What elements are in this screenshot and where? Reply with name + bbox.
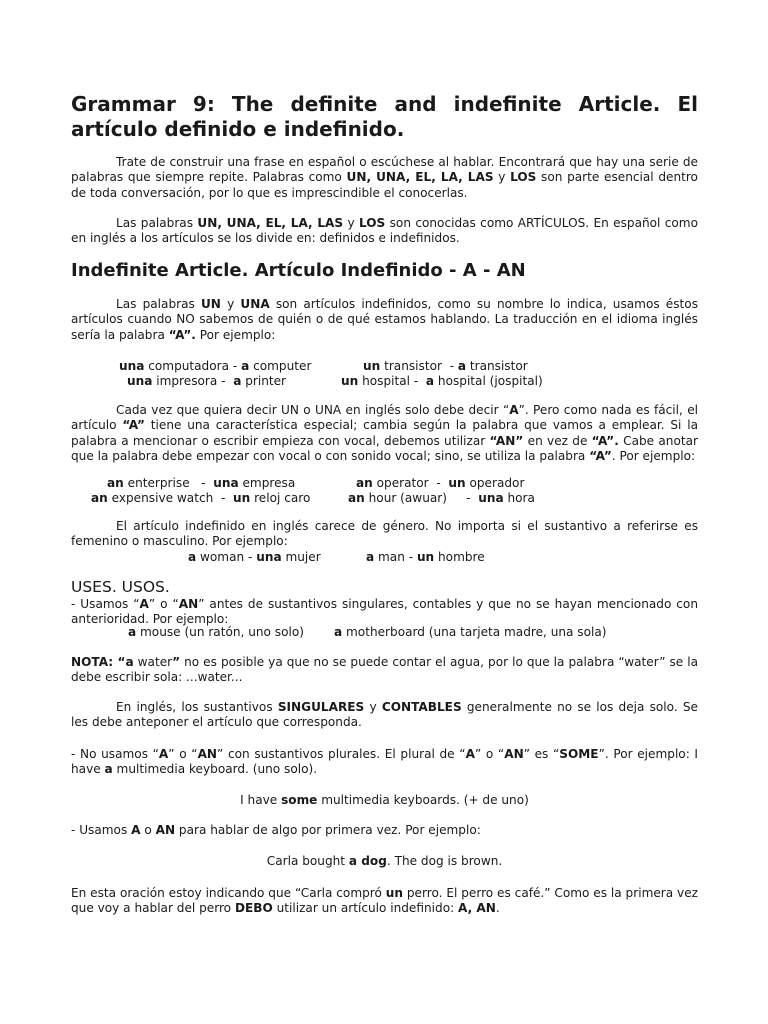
example-a-woman: a woman - una mujer [188, 550, 321, 564]
indefinite-paragraph-2: Cada vez que quiera decir UN o UNA en inglés solo debe decir “A”. Pero como nada es fácil, el artículo “A” tiene una característica especial; cambia según la palabra que vamos a emplear. Si la palabra a mencionar o escribir empieza con vocal, debemos utilizar “AN” en vez de “A”. Cabe anotar que la palabra debe empezar con vocal o con sonido vocal; sino, se utiliza la palabra “A”. Por ejemplo: [71, 403, 698, 464]
indefinite-paragraph-1: Las palabras UN y UNA son artículos indefinidos, como su nombre lo indica, usamos éstos artículos cuando NO sabemos de quién o de qué estamos hablando. La traducción en el idioma inglés sería la palabra “A”. Por ejemplo: [71, 297, 698, 342]
example-a-motherboard: a motherboard (una tarjeta madre, una sola) [334, 625, 607, 639]
example-carla-dog: Carla bought a dog. The dog is brown. [266, 854, 503, 868]
uses-paragraph-5: En esta oración estoy indicando que “Carla compró un perro. El perro es café.” Como es la primera vez que voy a hablar del perro DEBO utilizar un artículo indefinido: A, AN. [71, 886, 698, 916]
example-an-hour: an hour (awuar) - una hora [348, 491, 535, 505]
section-heading-indefinite: Indefinite Article. Artículo Indefinido - A - AN [71, 260, 526, 281]
section-heading-uses: USES. USOS. [71, 578, 170, 596]
example-a-mouse: a mouse (un ratón, uno solo) [128, 625, 304, 639]
example-an-operator: an operator - un operador [356, 476, 525, 490]
example-some-keyboards: I have some multimedia keyboards. (+ de uno) [240, 793, 529, 807]
example-an-enterprise: an enterprise - una empresa [107, 476, 296, 490]
uses-paragraph-2: En inglés, los sustantivos SINGULARES y CONTABLES generalmente no se los deja solo. Se les debe anteponer el artículo que corresponda. [71, 700, 698, 730]
nota-paragraph: NOTA: “a water” no es posible ya que no se puede contar el agua, por lo que la palabra “water” se la debe escribir sola: ...water... [71, 655, 699, 685]
intro-paragraph-2: Las palabras UN, UNA, EL, LA, LAS y LOS son conocidas como ARTÍCULOS. En español como en inglés a los artículos se los divide en: definidos e indefinidos. [71, 216, 698, 246]
example-a-man: a man - un hombre [366, 550, 485, 564]
indefinite-paragraph-3: El artículo indefinido en inglés carece de género. No importa si el sustantivo a referirse es femenino o masculino. Por ejemplo: [71, 519, 698, 549]
example-una-computadora: una computadora - a computer [119, 359, 312, 373]
example-un-hospital: un hospital - a hospital (jospital) [341, 374, 543, 388]
uses-paragraph-3: - No usamos “A” o “AN” con sustantivos plurales. El plural de “A” o “AN” es “SOME”. Por ejemplo: I have a multimedia keyboard. (uno solo). [71, 747, 699, 777]
example-un-transistor: un transistor - a transistor [363, 359, 528, 373]
uses-paragraph-1: - Usamos “A” o “AN” antes de sustantivos singulares, contables y que no se hayan mencionado con anterioridad. Por ejemplo: [71, 597, 698, 627]
intro-paragraph-1: Trate de construir una frase en español o escúchese al hablar. Encontrará que hay una serie de palabras que siempre repite. Palabras como UN, UNA, EL, LA, LAS y LOS son parte esencial dentro de toda conversación, por lo que es imprescindible el conocerlas. [71, 155, 698, 200]
example-an-expensive-watch: an expensive watch - un reloj caro [91, 491, 311, 505]
example-una-impresora: una impresora - a printer [127, 374, 287, 388]
uses-paragraph-4: - Usamos A o AN para hablar de algo por primera vez. Por ejemplo: [71, 823, 481, 837]
page-title: Grammar 9: The definite and indefinite Article. El artículo definido e indefinido. [71, 92, 698, 141]
